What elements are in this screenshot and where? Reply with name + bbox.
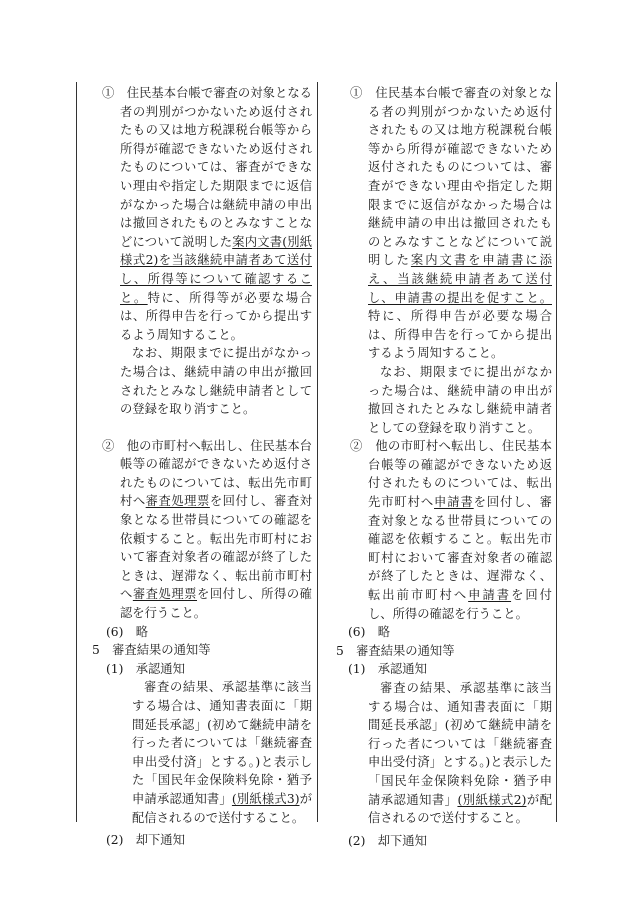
right-sub-1-heading: (1) 承認通知: [348, 662, 427, 677]
left-item-1-underlined: 案内文書(別紙様式2)を当該継続申請者あて送付し、所得等について確認すること。: [120, 234, 312, 305]
center-divider-line: [317, 82, 318, 822]
left-item-1-text-post: 特に、所得等が必要な場合は、所得申告を行ってから提出するよう周知すること。: [120, 290, 312, 342]
right-item-1-note: なお、期限までに提出がなかった場合は、継続申請の申出が撤回されたとみなし継続申請者としての登録を取り消すこと。: [368, 364, 552, 435]
right-item-6: (6) 略: [348, 625, 391, 640]
right-sub-2-heading: (2) 却下通知: [348, 833, 427, 848]
right-item-1-text-post: 特に、所得申告が必要な場合は、所得申告を行ってから提出するよう周知すること。: [368, 309, 552, 361]
right-item-2-num: ②: [350, 439, 363, 454]
left-sub-1-body: [94, 678, 312, 827]
right-item-2-text-a: 他の市町村へ転出し、住民基本台帳等の確認ができないため返付されたものについては、転出先市町村へ: [368, 439, 552, 510]
left-sub-1-heading: (1) 承認通知: [106, 661, 185, 676]
right-item-2-underlined-2: 申請書: [468, 588, 512, 603]
left-item-1: [94, 84, 312, 344]
right-border-line: [556, 82, 557, 822]
left-border-line: [76, 82, 77, 822]
right-item-1-num: ①: [350, 86, 363, 100]
left-column: [94, 84, 312, 850]
right-heading-5: 5 審査結果の通知等: [336, 643, 455, 658]
right-sub-1-underlined: (別紙様式2): [457, 792, 527, 807]
left-sub-1-body-post: が配信されるので送付すること。: [132, 791, 312, 825]
left-item-2: [94, 437, 312, 623]
left-sub-2-heading: (2) 却下通知: [106, 833, 185, 848]
right-sub-1-body-text: 審査の結果、承認基準に該当する場合は、通知書表面に「期間延長承認」(初めて継続申請を行った者については「継続審査申出受付済」とする。)と表示した「国民年金保険料免除・猶予申請承認通知書」: [368, 681, 552, 807]
left-item-2-text-a: 他の市町村へ転出し、住民基本台帳等の確認ができないため返付されたものについては、転出先市町村へ: [120, 438, 312, 509]
right-item-2-underlined-1: 申請書: [434, 495, 474, 510]
left-item-6: (6) 略: [106, 624, 149, 639]
left-item-2-underlined-2: 審査処理票: [132, 587, 198, 602]
right-sub-1-body: [342, 679, 552, 828]
left-item-2-text-c: を回付し、所得の確認を行うこと。: [120, 587, 312, 621]
left-item-1-num: ①: [102, 86, 115, 100]
right-item-2-text-b: を回付し、審査対象となる世帯員についての確認を依頼すること。転出先市町村において審査対象者の確認が終了したときは、遅滞なく、転出前市町村へ: [368, 495, 552, 603]
right-item-2-text-c: を回付し、所得の確認を行うこと。: [368, 588, 552, 621]
left-item-1-text: 住民基本台帳で審査の対象となる者の判別がつかないため返付されたもの又は地方税課税台帳等から所得が確認できないため返付されたものについては、審査ができない理由や指定した期限までに返信がなかった場合は継続申請の申出は撤回されたものとみなすことなどについて説明した: [120, 86, 312, 249]
right-item-1: [342, 84, 552, 363]
left-sub-1-body-text: 審査の結果、承認基準に該当する場合は、通知書表面に「期間延長承認」(初めて継続申請を行った者については「継続審査申出受付済」とする。)と表示した「国民年金保険料免除・猶予申請承認通知書」: [132, 680, 312, 806]
right-item-1-text: 住民基本台帳で審査の対象となる者の判別がつかないため返付されたもの又は地方税課税台帳等から所得が確認できないため返付されたものについては、審査ができない理由や指定した期限までに返信がなかった場合は継続申請の申出は撤回されたものとみなすことなどについて説明した: [368, 86, 552, 268]
right-sub-1-body-post: が配信されるので送付すること。: [368, 792, 552, 826]
right-item-2: [342, 437, 552, 623]
right-item-1-underlined: 案内文書を申請書に添え、当該継続申請者あて送付し、申請書の提出を促すこと。: [368, 253, 552, 305]
left-item-1-note: なお、期限までに提出がなかった場合は、継続申請の申出が撤回されたとみなし継続申請者としての登録を取り消すこと。: [120, 346, 312, 417]
left-item-2-num: ②: [102, 438, 115, 453]
left-sub-1-underlined: (別紙様式3): [231, 791, 300, 806]
left-heading-5: 5 審査結果の通知等: [92, 643, 211, 658]
right-column: [336, 84, 552, 850]
left-item-2-text-b: を回付し、審査対象となる世帯員についての確認を依頼すること。転出先市町村において審査対象者の確認が終了したときは、遅滞なく、転出前市町村へ: [120, 494, 312, 602]
left-item-2-underlined-1: 審査処理票: [145, 494, 210, 509]
